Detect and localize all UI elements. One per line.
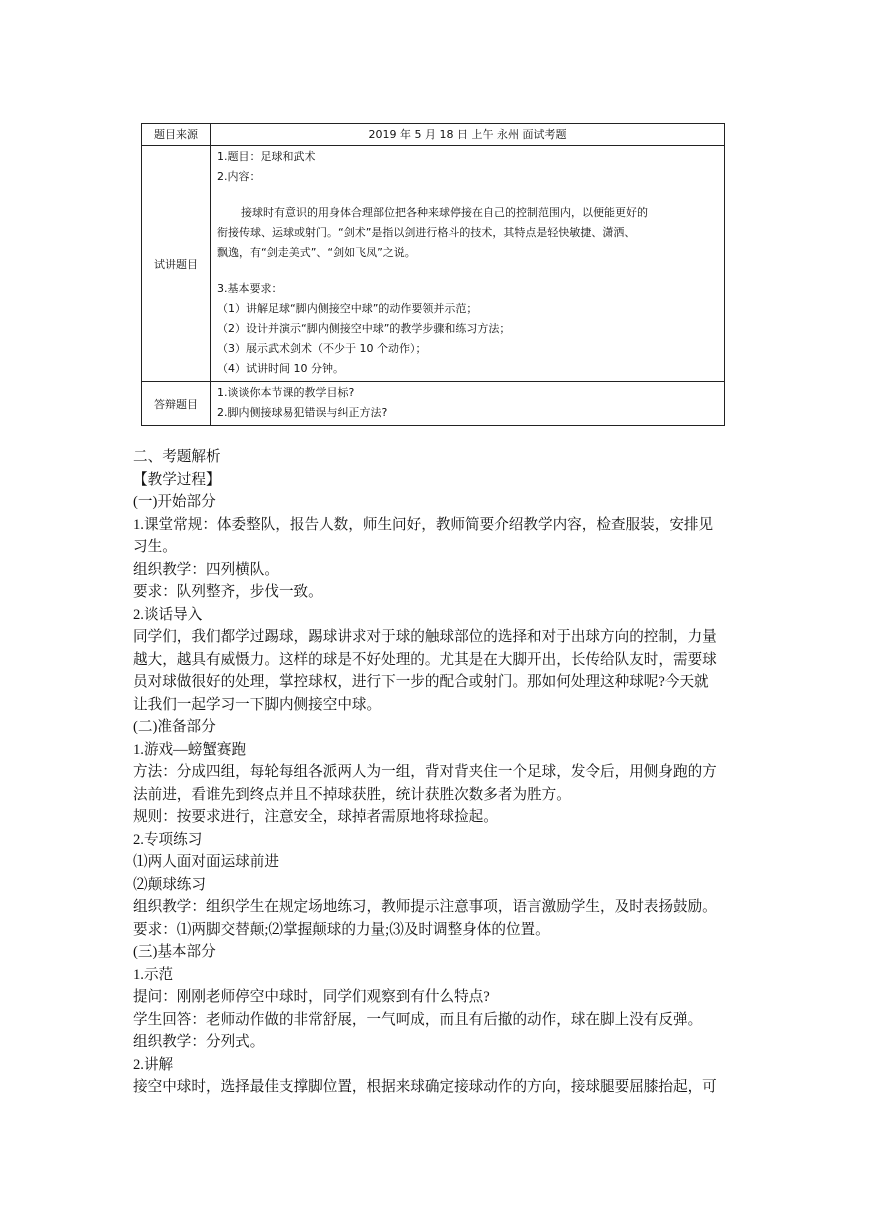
trial-line: （3）展示武术剑术（不少于 10 个动作）； [217, 342, 427, 355]
paragraph-line: 2.讲解 [133, 1056, 174, 1073]
paragraph-line: 1.课堂常规：体委整队，报告人数，师生问好，教师简要介绍教学内容，检查服装，安排见 [133, 516, 714, 533]
paragraph-line: ⑴两人面对面运球前进 [133, 854, 279, 870]
analysis-body [133, 446, 743, 1099]
subsection-heading: (二)准备部分 [133, 719, 216, 735]
paragraph-line: 学生回答：老师动作做的非常舒展，一气呵成，而且有后撤的动作，球在脚上没有反弹。 [133, 1011, 703, 1028]
paragraph-line: 规则：按要求进行，注意安全，球掉者需原地将球捡起。 [133, 809, 498, 825]
exam-info-table [141, 123, 725, 426]
trial-line: 飘逸，有“剑走美式”、“剑如飞凤”之说。 [217, 246, 416, 259]
paragraph-line: 组织教学：组织学生在规定场地练习，教师提示注意事项，语言激励学生，及时表扬鼓励。 [133, 899, 717, 915]
defense-row [142, 382, 725, 426]
paragraph-line: 接空中球时，选择最佳支撑脚位置，根据来球确定接球动作的方向，接球腿要屈膝抬起，可 [133, 1079, 717, 1095]
paragraph-line: 组织教学：分列式。 [133, 1034, 265, 1050]
trial-line [217, 263, 724, 279]
trial-line [217, 187, 724, 203]
paragraph-line: 2.谈话导入 [133, 606, 203, 623]
paragraph-line: 同学们，我们都学过踢球，踢球讲求对于球的触球部位的选择和对于出球方向的控制，力量 [133, 629, 717, 645]
trial-line: 衔接传球、运球或射门。“剑术”是指以剑进行格斗的技术，其特点是轻快敏捷、潇洒、 [217, 226, 636, 239]
source-value: 2019 年 5 月 18 日 上午 永州 面试考题 [211, 124, 725, 146]
trial-line: 3.基本要求： [217, 282, 283, 295]
paragraph-line: 1.示范 [133, 966, 174, 983]
paragraph-line: ⑵颠球练习 [133, 876, 206, 893]
paragraph-line: 方法：分成四组，每轮每组各派两人为一组，背对背夹住一个足球，发令后，用侧身跑的方 [133, 764, 717, 780]
subsection-heading: (三)基本部分 [133, 944, 216, 960]
section-heading: 【教学过程】 [133, 471, 221, 488]
paragraph-line: 让我们一起学习一下脚内侧接空中球。 [133, 696, 382, 713]
trial-line: （1）讲解足球“脚内侧接空中球”的动作要领并示范； [217, 302, 478, 315]
defense-label: 答辩题目 [142, 382, 211, 426]
paragraph-line: 要求：队列整齐，步伐一致。 [133, 584, 323, 600]
defense-content [211, 382, 725, 426]
paragraph-line: 要求：⑴两脚交替颠;⑵掌握颠球的力量;⑶及时调整身体的位置。 [133, 921, 550, 938]
trial-line: 1.题目：足球和武术 [217, 150, 316, 163]
paragraph-line: 1.游戏—螃蟹赛跑 [133, 741, 247, 758]
trial-line: （4）试讲时间 10 分钟。 [217, 362, 344, 375]
paragraph-line: 提问：刚刚老师停空中球时，同学们观察到有什么特点? [133, 989, 490, 1005]
trial-line: 接球时有意识的用身体合理部位把各种来球停接在自己的控制范围内，以便能更好的 [241, 206, 648, 219]
paragraph-line: 法前进，看谁先到终点并且不掉球获胜，统计获胜次数多者为胜方。 [133, 786, 571, 803]
trial-content [211, 146, 725, 382]
paragraph-line: 越大，越具有威慑力。这样的球是不好处理的。尤其是在大脚开出，长传给队友时，需要球 [133, 651, 717, 668]
subsection-heading: (一)开始部分 [133, 494, 216, 510]
paragraph-line: 员对球做很好的处理，掌控球权，进行下一步的配合或射门。那如何处理这种球呢?今天就 [133, 674, 709, 690]
section-heading: 二、考题解析 [133, 449, 221, 465]
paragraph-line: 2.专项练习 [133, 831, 203, 848]
paragraph-line: 习生。 [133, 539, 177, 555]
paragraph-line: 组织教学：四列横队。 [133, 561, 279, 578]
source-row [142, 124, 725, 146]
trial-line: 2.内容： [217, 170, 261, 183]
trial-label: 试讲题目 [142, 146, 211, 382]
trial-line: （2）设计并演示“脚内侧接空中球”的教学步骤和练习方法； [217, 322, 511, 335]
defense-line: 2.脚内侧接球易犯错误与纠正方法? [217, 406, 388, 419]
defense-line: 1.谈谈你本节课的教学目标? [217, 386, 355, 399]
source-label: 题目来源 [142, 124, 211, 146]
trial-row [142, 146, 725, 382]
